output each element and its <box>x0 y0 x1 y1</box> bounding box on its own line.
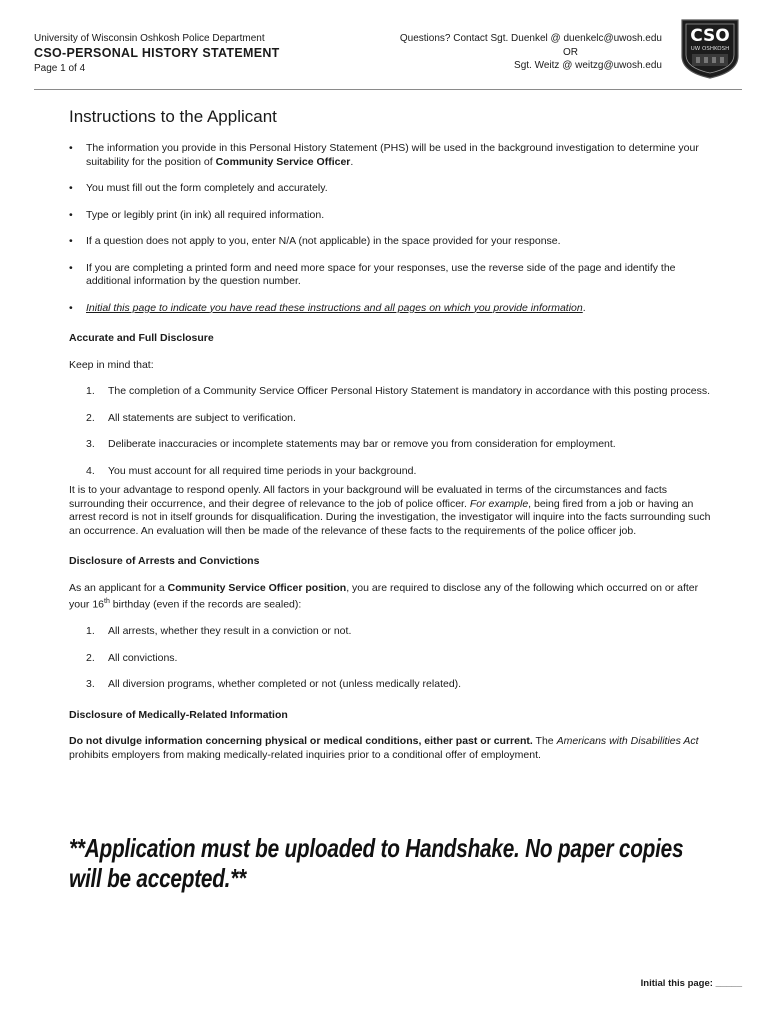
list-item: 3. All diversion programs, whether completed or not (unless medically related). <box>86 678 462 690</box>
list-item: 2. All convictions. <box>86 651 178 664</box>
logo-subtext: UW OSHKOSH <box>690 46 730 52</box>
disclosure-heading: Accurate and Full Disclosure <box>69 332 214 344</box>
medical-heading: Disclosure of Medically-Related Information <box>69 708 288 721</box>
bullet-icon: • <box>69 235 73 247</box>
department-name: University of Wisconsin Oshkosh Police Department <box>34 33 265 44</box>
disclosure-intro: Keep in mind that: <box>69 358 154 371</box>
list-item: 3. Deliberate inaccuracies or incomplete statements may bar or remove you from consideration for employment. <box>86 438 616 450</box>
bullet-icon: • <box>69 301 73 314</box>
list-item: • The information you provide in this Personal History Statement (PHS) will be used in the background investigation to determine your suitability for the position of Community Service Officer. <box>69 142 699 168</box>
instructions-heading: Instructions to the Applicant <box>69 107 277 126</box>
disclosure-paragraph: It is to your advantage to respond openly. All factors in your background will be evaluated in terms of the circumstances and facts surrounding their occurrence, and their degree of relevance to the job of police officer. For example, being fired from a job or having an arrest record is not in itself grounds for disqualification. During the investigation, the investigator will inquire into the facts surrounding such an occurrence. An evaluation will then be made of the relevance of these facts to the requirements of the police officer job. <box>69 484 711 537</box>
instructions-list <box>69 142 721 315</box>
upload-notice: **Application must be uploaded to Handshake. No paper copies will be accepted.** <box>69 833 684 893</box>
header-divider <box>34 89 742 90</box>
header-left <box>34 32 280 75</box>
list-item: 4. You must account for all required time periods in your background. <box>86 464 417 477</box>
list-item: • Type or legibly print (in ink) all required information. <box>69 208 325 221</box>
medical-paragraph: Do not divulge information concerning physical or medical conditions, either past or current. The Americans with Disabilities Act prohibits employers from making medically-related inquiries prior to a conditional offer of employment. <box>69 735 699 761</box>
page-number: Page 1 of 4 <box>34 63 86 74</box>
logo-text: CSO <box>690 26 730 46</box>
list-item: • If you are completing a printed form and need more space for your responses, use the reverse side of the page and identify the additional information by the question number. <box>69 261 676 287</box>
form-title: CSO-PERSONAL HISTORY STATEMENT <box>34 46 280 60</box>
initial-this-page[interactable]: Initial this page: _____ <box>640 978 742 989</box>
bullet-icon: • <box>69 182 73 194</box>
list-item: 2. All statements are subject to verification. <box>86 411 296 424</box>
bullet-icon: • <box>69 142 73 154</box>
bullet-icon: • <box>69 261 73 274</box>
disclosure-list <box>69 385 721 478</box>
list-item: • If a question does not apply to you, enter N/A (not applicable) in the space provided for your response. <box>69 235 561 247</box>
list-item: 1. All arrests, whether they result in a conviction or not. <box>86 625 352 637</box>
cso-badge-logo <box>676 16 744 80</box>
contact-weitz: Sgt. Weitz @ weitzg@uwosh.edu <box>514 60 662 71</box>
contact-duenkel: Questions? Contact Sgt. Duenkel @ duenkelc@uwosh.edu <box>399 33 662 44</box>
list-item: • You must fill out the form completely and accurately. <box>69 182 328 194</box>
arrests-heading: Disclosure of Arrests and Convictions <box>69 555 260 567</box>
main-content <box>69 106 721 893</box>
arrests-intro: As an applicant for a Community Service Officer position, you are required to disclose any of the following which occurred on or after your 16th birthday (even if the records are sealed): <box>69 581 699 611</box>
contact-or: OR <box>563 46 578 58</box>
bullet-icon: • <box>69 208 73 221</box>
list-item: • Initial this page to indicate you have read these instructions and all pages on which you provide information. <box>69 301 586 314</box>
header-contacts <box>342 32 662 73</box>
arrests-list <box>69 625 721 692</box>
list-item: 1. The completion of a Community Service Officer Personal History Statement is mandatory in accordance with this posting process. <box>86 385 711 397</box>
